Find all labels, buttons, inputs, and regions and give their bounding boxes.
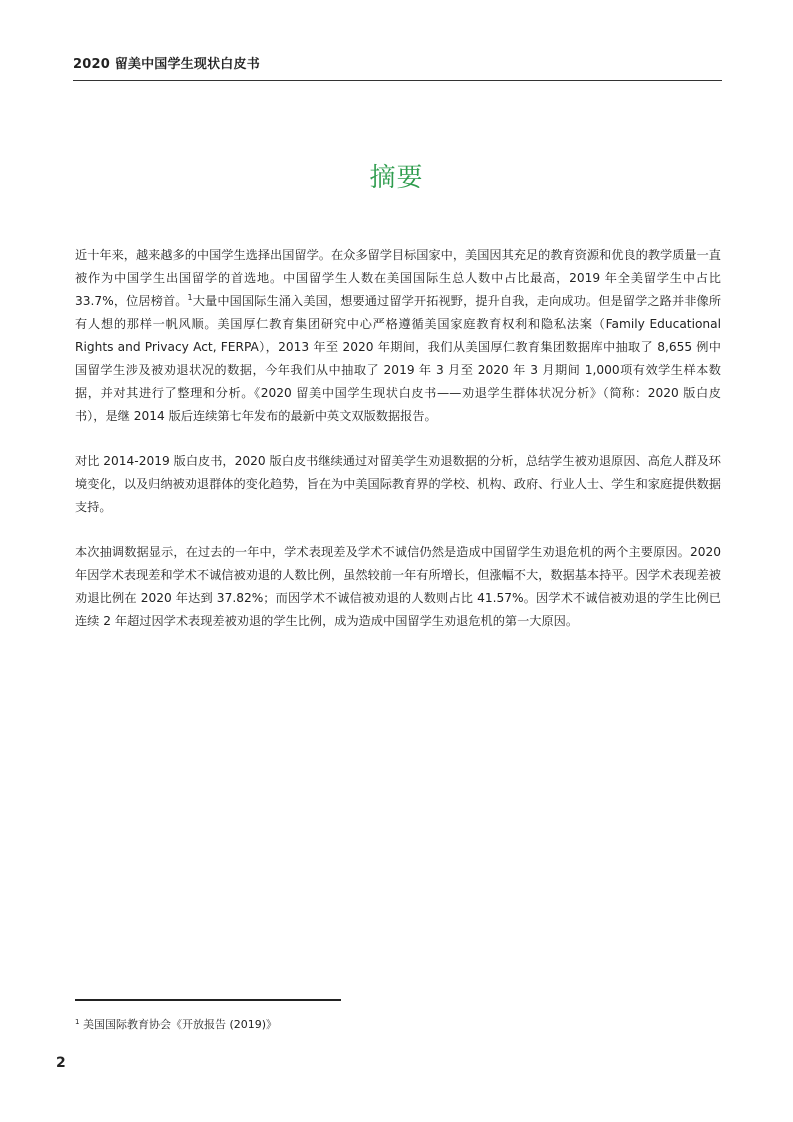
footnote xyxy=(75,1016,277,1032)
footnote-text: 美国国际教育协会《开放报告 (2019)》 xyxy=(82,1018,278,1031)
footnote-marker: 1 xyxy=(75,1018,80,1026)
paragraph-intro xyxy=(75,244,721,428)
paragraph-comparison: 对比 2014-2019 版白皮书，2020 版白皮书继续通过对留美学生劝退数据的分析，总结学生被劝退原因、高危人群及环境变化，以及归纳被劝退群体的变化趋势，旨在为中美国际教育界的学校、机构、政府、行业人士、学生和家庭提供数据支持。 xyxy=(75,454,721,514)
footnote-reference[interactable]: 1 xyxy=(187,293,193,302)
paragraph-intro-text-a: 近十年来，越来越多的中国学生选择出国留学。在众多留学目标国家中，美国因其充足的教育资源和优良的教学质量一直被作为中国学生出国留学的首选地。中国留学生人数在美国国际生总人数中占比最高，2019 年全美留学生中占比 33.7%，位居榜首。 xyxy=(75,248,721,308)
page-number: 2 xyxy=(56,1055,66,1071)
running-header-title: 2020 留美中国学生现状白皮书 xyxy=(73,57,260,72)
paragraph-findings: 本次抽调数据显示，在过去的一年中，学术表现差及学术不诚信仍然是造成中国留学生劝退危机的两个主要原因。2020 年因学术表现差和学术不诚信被劝退的人数比例，虽然较前一年有所增长，但涨幅不大，数据基本持平。因学术表现差被劝退比例在 2020 年达到 37.82%；而因学术不诚信被劝退的人数则占比 41.57%。因学术不诚信被劝退的学生比例已连续 2 年超过因学术表现差被劝退的学生比例，成为造成中国留学生劝退危机的第一大原因。 xyxy=(75,545,721,628)
paragraph-intro-text-b: 大量中国国际生涌入美国，想要通过留学开拓视野，提升自我，走向成功。但是留学之路并非像所有人想的那样一帆风顺。美国厚仁教育集团研究中心严格遵循美国家庭教育权利和隐私法案（Family Educational Rights and Privacy Act, FERPA），2013 年至 2020 年期间，我们从美国厚仁教育集团数据库中抽取了 8,655 例中国留学生涉及被劝退状况的数据，今年我们从中抽取了 2019 年 3 月至 2020 年 3 月期间 1,000项有效学生样本数据，并对其进行了整理和分析。《2020 留美中国学生现状白皮书——劝退学生群体状况分析》（简称：2020 版白皮书），是继 2014 版后连续第七年发布的最新中英文双版数据报告。 xyxy=(75,294,722,423)
header-divider xyxy=(73,80,722,81)
abstract-body xyxy=(75,244,721,655)
section-heading: 摘要 xyxy=(369,163,424,193)
footnote-divider xyxy=(75,999,341,1001)
